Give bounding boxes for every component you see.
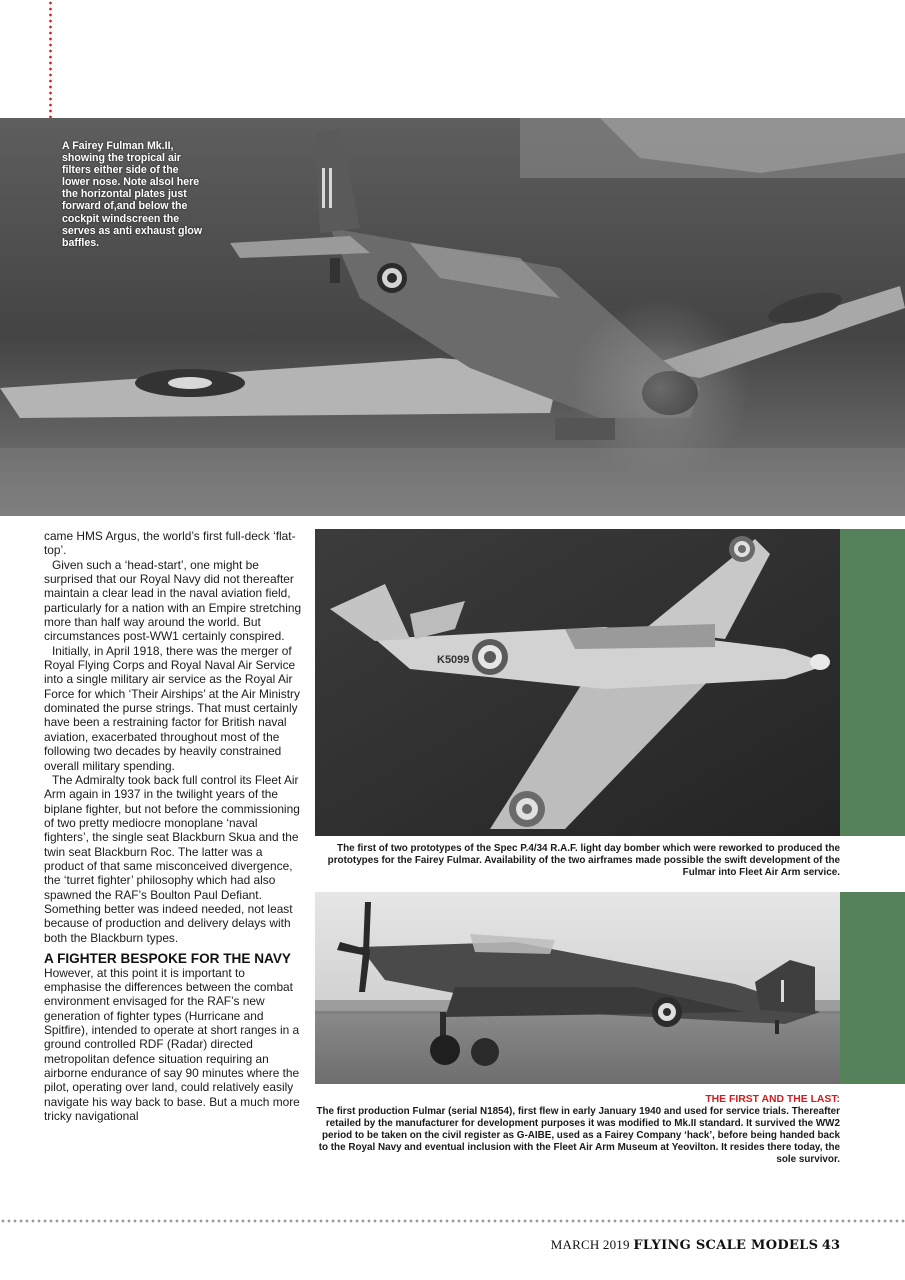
article-paragraph: The Admiralty took back full control its Fleet Air Arm again in 1937 in the twilight years of the biplane fighter, but not before the commissioning of two pretty mediocre monoplane ‘naval fighters’, the single seat Blackburn Skua and the twin seat Blackburn Roc. The latter was a product of that same misconceived divergence, the ‘turret fighter’ philosophy which had also spawned the RAF’s Boulton Paul Defiant. Something better was indeed needed, not least because of production and delivery delays with both the Blackburn types. [44,772,300,945]
mid-photo-k5099-prototype [315,529,840,836]
article-paragraph: Given such a ‘head-start’, one might be surprised that our Royal Navy did not thereafter maintain a clear lead in the naval aviation field, particularly for a nation with an Empire stretching more than half way around the world. But circumstances post-WW1 certainly conspired. [44,557,302,644]
article-paragraph: However, at this point it is important to emphasise the differences between the combat environment envisaged for the RAF’s new generation of fighter types (Hurricane and Spitfire), intended to operate at short ranges in a ground controlled RDF (Radar) directed metropolitan defence situation requiring an airborne endurance of say 90 minutes where the pilot, operating over land, could relatively easily navigate his way back to base. But a much more tricky navigational [44,965,300,1123]
bottom-photo-caption: The first production Fulmar (serial N1854), first flew in early January 1940 and used for service trials. Thereafter retailed by the manufacturer for development purposes it was modified to Mk.II standard. It survived the WW2 period to be taken on the civil register as G-AIBE, used as a Fairey Company ‘hack’, before being handed back to the Royal Navy and eventual inclusion with the Fleet Air Arm Museum at Yeovilton. It resides there today, the sole survivor. [316,1106,840,1165]
footer-dotted-rule [0,1219,905,1223]
issue-date: MARCH 2019 [550,1237,630,1252]
top-photo-caption: A Fairey Fulman Mk.II, showing the tropical air filters either side of the lower nose. Note alsoI here the horizontal plates just forward of,and below the cockpit windscreen the serves as anti exhaust glow baffles. [62,140,203,249]
k5099-prototype-image [315,529,840,836]
k5099-serial-marking: K5099 [437,654,470,666]
page-number: 43 [821,1238,840,1253]
green-side-tab [840,529,905,836]
magazine-title: FLYING SCALE MODELS [633,1238,819,1253]
bottom-photo-n1854-on-ground [315,892,840,1084]
bottom-photo-caption-title: THE FIRST AND THE LAST: [705,1094,840,1105]
n1854-on-ground-image [315,892,840,1084]
article-body-column [44,529,302,1123]
article-subheading: A FIGHTER BESPOKE FOR THE NAVY [44,950,291,966]
article-paragraph: Initially, in April 1918, there was the merger of Royal Flying Corps and Royal Naval Air Service into a single military air service as the Royal Air Force for which ‘Their Airships’ at the Air Ministry dominated the purse strings. That must certainly have been a restraining factor for British naval aviation, exacerbated throughout most of the following two decades by heavily constrained overall military spending. [44,643,300,773]
mid-photo-caption: The first of two prototypes of the Spec P.4/34 R.A.F. light day bomber which were reworked to produced the prototypes for the Fairey Fulmar. Availability of the two airframes made possible the swift development of the Fulmar into Fleet Air Arm service. [327,843,840,879]
page-footer [480,1237,840,1254]
green-side-tab [840,892,905,1084]
article-paragraph: came HMS Argus, the world’s first full-deck ‘flat-top’. [44,529,296,558]
